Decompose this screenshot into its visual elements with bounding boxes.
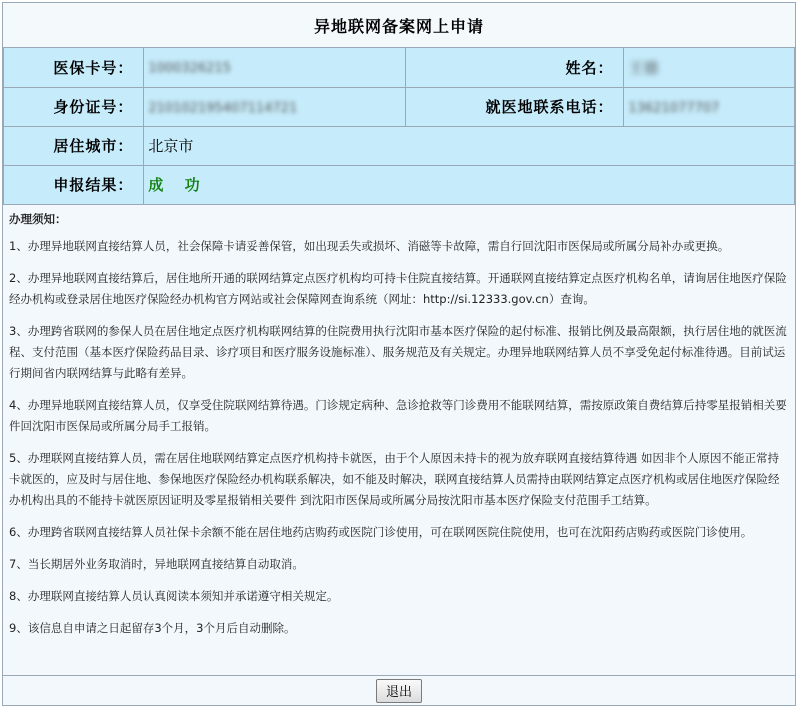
card-number-value: [144, 48, 405, 87]
row-result: [4, 165, 795, 204]
name-text: 王德: [628, 58, 659, 77]
phone-text: 13621077707: [628, 100, 720, 116]
notice-item-1: 1、办理异地联网直接结算人员，社会保障卡请妥善保管，如出现丢失或损坏、消磁等卡故障，需自行回沈阳市医保局或所属分局补办或更换。: [9, 238, 730, 253]
action-bar: [3, 675, 795, 705]
applicant-info-table: [3, 48, 795, 205]
notice-item-2: 2、办理异地联网直接结算后，居住地所开通的联网结算定点医疗机构均可持卡住院直接结算。开通联网直接结算定点医疗机构名单，请询居住地医疗保险经办机构或登录居住地医疗保险经办机构官方网站或社会保障网查询系统（网址：http://si.12333.gov.cn）查询。: [9, 270, 787, 306]
phone-label: 就医地联系电话：: [405, 87, 624, 126]
notice-item-8: 8、办理联网直接结算人员认真阅读本须知并承诺遵守相关规定。: [9, 588, 339, 603]
notice-item-9: 9、该信息自申请之日起留存3个月，3个月后自动删除。: [9, 620, 296, 635]
exit-button[interactable]: 退出: [376, 679, 422, 703]
notice-item-7: 7、当长期居外业务取消时，异地联网直接结算自动取消。: [9, 556, 304, 571]
result-value: [144, 165, 795, 204]
notice-item-4: 4、办理异地联网直接结算人员，仅享受住院联网结算待遇。门诊规定病种、急诊抢救等门诊费用不能联网结算，需按原政策自费结算后持零星报销相关要件回沈阳市医保局或所属分局手工报销。: [9, 397, 787, 433]
notice-item-3: 3、办理跨省联网的参保人员在居住地定点医疗机构联网结算的住院费用执行沈阳市基本医疗保险的起付标准、报销比例及最高限额，执行居住地的就医流程、支付范围（基本医疗保险药品目录、诊疗项目和医疗服务设施标准）、服务规范及有关规定。办理异地联网结算人员不享受免起付标准待遇。目前试运行期间省内联网结算与此略有差异。: [9, 323, 787, 380]
result-status-text: 成 功: [148, 176, 208, 194]
result-label: 申报结果：: [4, 165, 144, 204]
row-id-phone: [4, 87, 795, 126]
city-value: 北京市: [144, 126, 795, 165]
name-value: [624, 48, 795, 87]
phone-value: [624, 87, 795, 126]
page-title: 异地联网备案网上申请: [3, 3, 795, 48]
notice-item-6: 6、办理跨省联网直接结算人员社保卡余额不能在居住地药店购药或医院门诊使用，可在联网医院住院使用，也可在沈阳药店购药或医院门诊使用。: [9, 524, 753, 539]
card-number-text: 1000326215: [148, 61, 232, 77]
notice-title: 办理须知：: [9, 211, 67, 226]
notice-item-5: 5、办理联网直接结算人员，需在居住地联网结算定点医疗机构持卡就医，由于个人原因未持卡的视为放弃联网直接结算待遇 如因非个人原因不能正常持卡就医的，应及时与居住地、参保地医疗保险经办机构联系解决，如不能及时解决，联网直接结算人员需持由联网结算定点医疗机构或居住地医疗保险经办机构出具的不能持卡就医原因证明及零星报销相关要件 到沈阳市医保局或所属分局按沈阳市基本医疗保险支付范围手工结算。: [9, 450, 780, 507]
row-city: [4, 126, 795, 165]
application-panel: [2, 2, 796, 706]
id-number-value: [144, 87, 405, 126]
name-label: 姓名：: [405, 48, 624, 87]
city-label: 居住城市：: [4, 126, 144, 165]
notice-section: [3, 205, 795, 639]
row-card-name: [4, 48, 795, 87]
card-number-label: 医保卡号：: [4, 48, 144, 87]
id-number-text: 210102195407114721: [148, 100, 298, 116]
id-number-label: 身份证号：: [4, 87, 144, 126]
